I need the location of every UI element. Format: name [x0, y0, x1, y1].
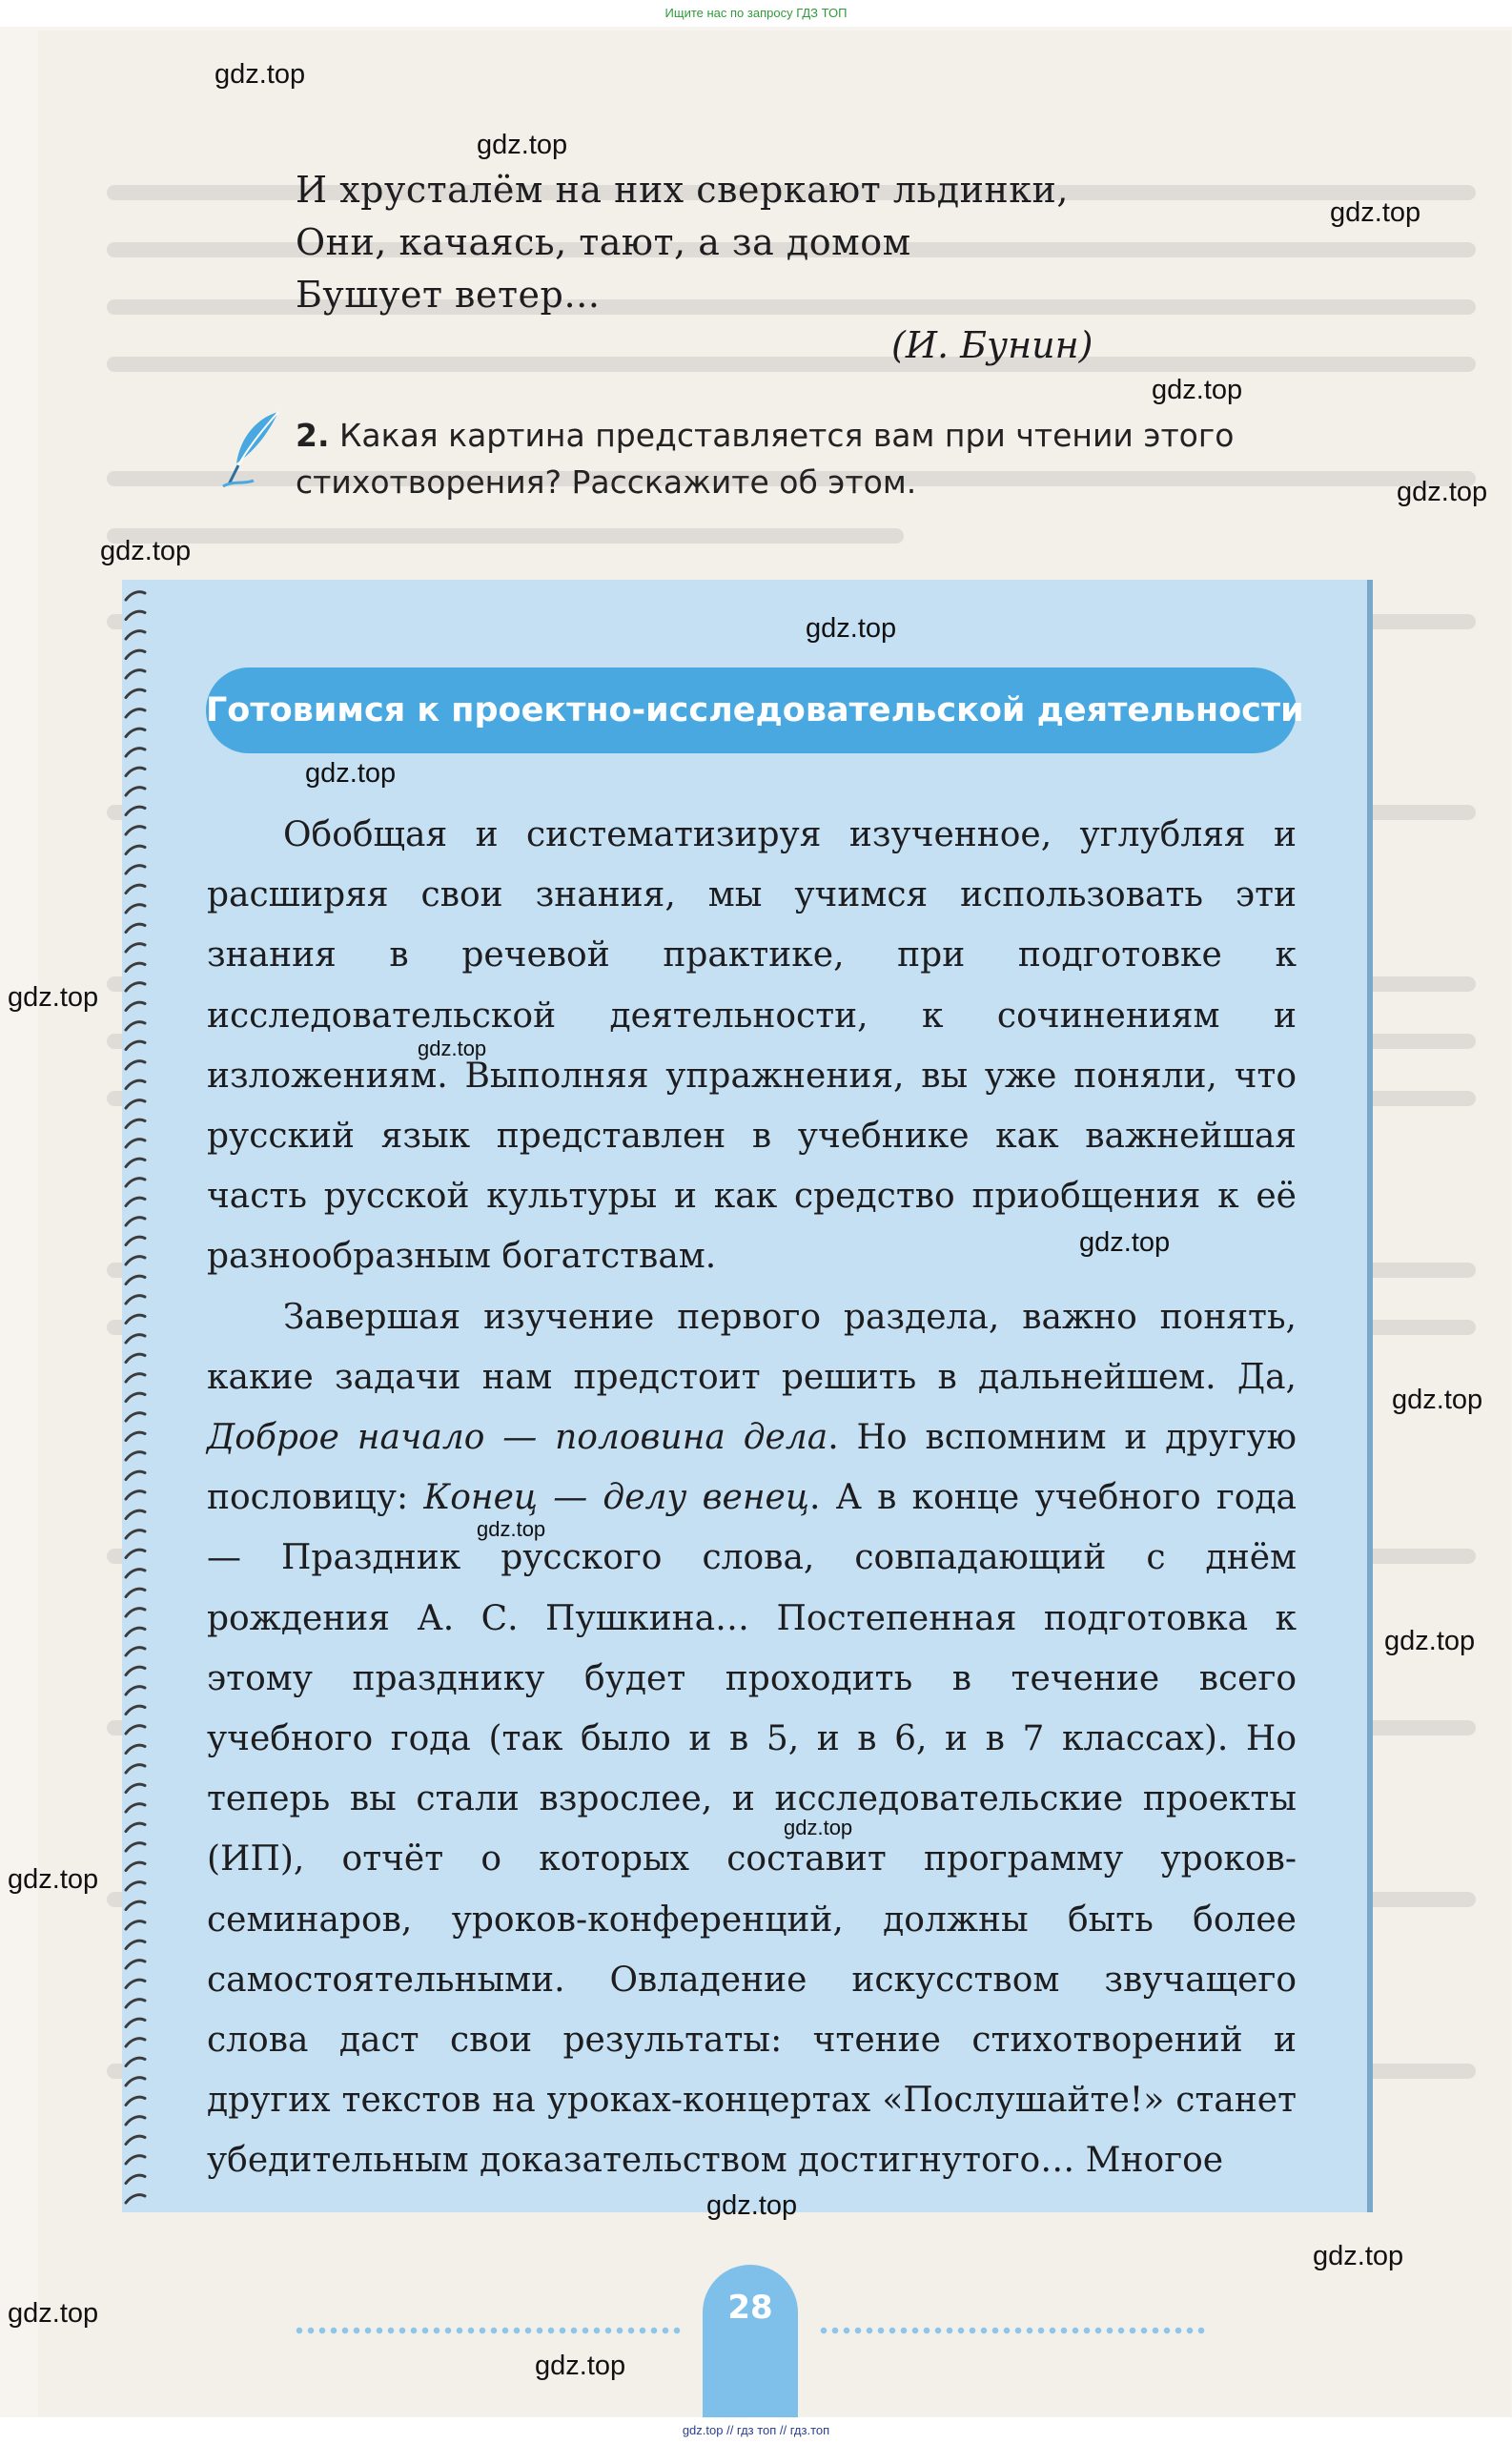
watermark: gdz.top [418, 1037, 487, 1060]
watermark: gdz.top [1313, 2241, 1404, 2271]
page-number-tab [703, 2265, 798, 2417]
watermark: gdz.top [477, 130, 568, 160]
watermark: gdz.top [1384, 1626, 1476, 1656]
paragraph [207, 1287, 1297, 2191]
proverb: Конец — делу венец [423, 1478, 809, 1518]
section-title: Готовимся к проектно-исследовательской деятельности [206, 667, 1297, 753]
poem [296, 164, 1069, 321]
bottom-banner[interactable]: gdz.top // гдз топ // гдз.топ [0, 2417, 1512, 2444]
proverb: Доброе начало — половина дела [207, 1418, 828, 1458]
watermark: gdz.top [1392, 1385, 1483, 1415]
watermark: gdz.top [784, 1816, 853, 1839]
box-body [207, 805, 1297, 2191]
watermark: gdz.top [8, 1864, 99, 1895]
watermark: gdz.top [8, 2298, 99, 2329]
watermark: gdz.top [535, 2351, 626, 2381]
text-run: . А в конце учебного года — Праздник русского слова, совпадающий с днём рождения А. С. Пушкина… Постепенная подготовка к этому празднику будет проходить в течение всего учебного года (так было и в 5, и в 6, и в 7 классах). Но теперь вы стали взрослее, и исследовательские проекты (ИП), отчёт о которых составит программу уроков-семинаров, уроков-конференций, должны быть более самостоятельными. Овладение искусством звучащего слова даст свои результаты: чтение стихотворений и других текстов на уроках-концертах «Послушайте!» станет убедительным доказательством достигнутого… Многое [207, 1478, 1297, 2181]
watermark: gdz.top [100, 536, 192, 566]
page-dots-right [818, 2327, 1207, 2334]
paragraph: Обобщая и систематизируя изученное, углубляя и расширяя свои знания, мы учимся использовать эти знания в речевой практике, при подготовке к исследовательской деятельности, к сочинениям и изложениям. Выполняя упражнения, вы уже поняли, что русский язык представлен в учебнике как важнейшая часть русской культуры и как средство приобщения к её разнообразным богатствам. [207, 815, 1297, 1277]
watermark: gdz.top [8, 982, 99, 1013]
page-dots-left [294, 2327, 683, 2334]
poem-line: Они, качаясь, тают, а за домом [296, 221, 911, 263]
spiral-binding [122, 586, 151, 2208]
watermark: gdz.top [305, 758, 397, 789]
top-banner[interactable]: Ищите нас по запросу ГДЗ ТОП [0, 0, 1512, 27]
task-text: Какая картина представляется вам при чтении этого стихотворения? Расскажите об этом. [296, 417, 1235, 501]
watermark: gdz.top [706, 2190, 798, 2221]
watermark: gdz.top [1397, 477, 1488, 507]
watermark: gdz.top [215, 59, 306, 90]
watermark: gdz.top [1330, 197, 1421, 228]
text-run: Завершая изучение первого раздела, важно понять, какие задачи нам предстоит решить в дальнейшем. Да, [207, 1297, 1297, 1397]
watermark: gdz.top [1152, 375, 1243, 405]
quill-pen-icon [219, 408, 286, 489]
task-number: 2. [296, 417, 330, 454]
poem-author: (И. Бунин) [891, 324, 1093, 366]
text-run: . Но вспомним и другую пословицу: [207, 1418, 1297, 1518]
poem-line: И хрусталём на них сверкают льдинки, [296, 169, 1069, 211]
watermark: gdz.top [806, 613, 897, 644]
info-box-border [1367, 580, 1373, 2212]
page-number: 28 [727, 2289, 773, 2327]
watermark: gdz.top [477, 1517, 546, 1541]
poem-line: Бушует ветер… [296, 274, 601, 316]
task-2 [296, 412, 1373, 505]
watermark: gdz.top [1079, 1227, 1171, 1258]
